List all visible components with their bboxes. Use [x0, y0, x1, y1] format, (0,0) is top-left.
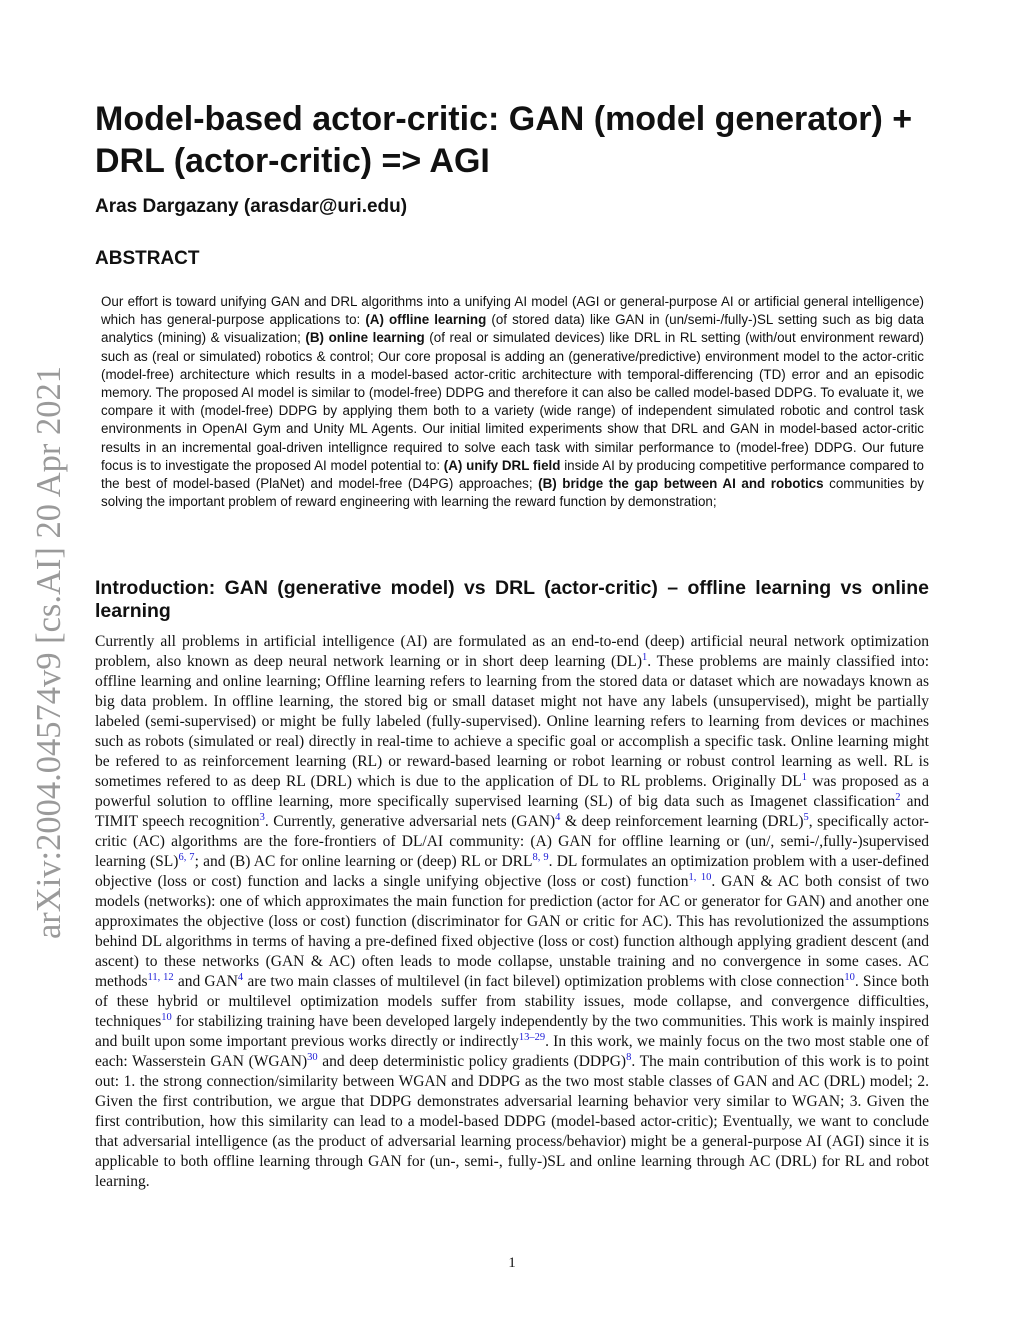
- page-number: 1: [508, 1255, 516, 1271]
- introduction-body: [95, 632, 929, 1192]
- paper-title: Model-based actor-critic: GAN (model generator) + DRL (actor-critic) => AGI: [95, 100, 913, 180]
- citation-link[interactable]: 8, 9: [532, 852, 549, 863]
- abstract-segment: (of stored data) like GAN in (un/semi-/fully-)SL setting such as big data analytics (mining) & visualization;: [101, 312, 924, 346]
- body-segment: . These problems are mainly classified into: offline learning and online learning; Offline learning refers to learning from the stored data or dataset which are nowadays known as big data problem. In offline learning, the stored big or small dataset might not have any labels (unsupervised), might be partially labeled (semi-supervised) or might be fully labeled (fully-supervised). Online learning refers to learning from devices or machines such as robots (simulated or real) directly in real-time to achieve a specific goal or accomplish a specific task. Online learning might be refered to as reinforcement learning (RL) or reward-based learning or robot learning or robust control learning as well. RL is sometimes refered to as deep RL (DRL) which is due to the application of DL to RL problems. Originally DL: [95, 653, 929, 790]
- body-segment: . Since both of these hybrid or multilevel optimization models suffer from stability issues, mode collapse, and convergence difficulties, techniques: [95, 973, 929, 1030]
- body-segment: and GAN: [173, 973, 238, 990]
- abstract-text: [101, 293, 924, 511]
- body-segment: . Currently, generative adversarial nets (GAN): [264, 813, 556, 830]
- citation-link[interactable]: 3: [259, 812, 265, 823]
- abstract-segment: Our effort is toward unifying GAN and DRL algorithms into a unifying AI model (AGI or general-purpose AI or artificial general intelligence) which has general-purpose applications to:: [101, 294, 924, 328]
- body-segment: . The main contribution of this work is to point out: 1. the strong connection/similarity between WGAN and DDPG as the two most stable classes of GAN and AC (DRL) model; 2. Given the first contribution, we argue that DDPG demonstrates adversarial learning behavior very similar to WGAN; 3. Given the first contribution, how this similarity can lead to a model-based DDPG (model-based actor-critic); Eventually, we want to conclude that adversarial intelligence (as the product of adversarial learning process/behavior) might be a general-purpose AI (AGI) since it is applicable to both offline learning through GAN for (un-, semi-, fully-)SL and online learning through AC (DRL) for RL and robot learning.: [95, 1053, 929, 1190]
- abstract-segment: communities by solving the important problem of reward engineering with learning the reward function by demonstration;: [101, 476, 925, 510]
- introduction-heading: Introduction: GAN (generative model) vs DRL (actor-critic) – offline learning vs online learning: [95, 577, 929, 622]
- body-segment: . GAN & AC both consist of two models (networks): one of which approximates the main function for prediction (actor for AC or generator for GAN) and another one approximates the objective (loss or cost) function (discriminator for GAN or critic for AC). This has revolutionized the assumptions behind DL algorithms in terms of having a pre-defined fixed objective (loss or cost) function although applying gradient descent (and ascent) to these networks (GAN & AC) often leads to mode collapse, unstable training and no convergence in some cases. AC methods: [95, 873, 930, 990]
- body-segment: for stabilizing training have been developed largely independently by the two communities. This work is mainly inspired and built upon some important previous works directly or indirectly: [95, 1013, 929, 1050]
- arxiv-watermark-text: arXiv:2004.04574v9 [cs.AI] 20 Apr 2021: [29, 365, 68, 940]
- citation-link[interactable]: 1, 10: [688, 872, 712, 883]
- citation-link[interactable]: 10: [161, 1012, 172, 1023]
- body-segment: & deep reinforcement learning (DRL): [560, 813, 804, 830]
- citation-link[interactable]: 11, 12: [147, 972, 174, 983]
- body-segment: ; and (B) AC for online learning or (deep) RL or DRL: [194, 853, 533, 870]
- citation-link[interactable]: 5: [803, 812, 809, 823]
- citation-link[interactable]: 1: [642, 652, 648, 663]
- citation-link[interactable]: 4: [237, 972, 244, 983]
- body-segment: and TIMIT speech recognition: [95, 793, 929, 830]
- citation-link[interactable]: 10: [844, 972, 855, 983]
- citation-link[interactable]: 13–29: [518, 1032, 546, 1043]
- body-segment: . DL formulates an optimization problem with a user-defined objective (loss or cost) function and lacks a single unifying objective (loss or cost) function: [95, 853, 930, 890]
- abstract-bold-online-learning: (B) online learning: [305, 330, 425, 346]
- abstract-bold-offline-learning: (A) offline learning: [365, 312, 487, 328]
- arxiv-watermark: [28, 365, 70, 940]
- citation-link[interactable]: 1: [801, 772, 807, 783]
- abstract-segment: (of real or simulated devices) like DRL in RL setting (with/out environment reward) such as (real or simulated) robotics & control; Our core proposal is adding an (generative/predictive) environment model to the actor-critic (model-free) architecture which results in a model-based actor-critic architecture with temporal-differencing (TD) error and an episodic memory. The proposed AI model is similar to (model-free) DDPG and therefore it can also be called model-based DDPG. To evaluate it, we compare it with (model-free) DDPG by applying them both to a variety (wide range) of independent simulated robotic and control task environments in OpenAI Gym and Unity ML Agents. Our initial limited experiments show that DRL and GAN in model-based actor-critic results in an incremental goal-driven intellignce required to solve each task with similar performance to (model-free) DDPG. Our future focus is to investigate the proposed AI model potential to:: [101, 330, 924, 473]
- body-segment: . In this work, we mainly focus on the two most stable one of each: Wasserstein GAN (WGAN): [95, 1033, 929, 1070]
- citation-link[interactable]: 30: [307, 1052, 318, 1063]
- body-segment: was proposed as a powerful solution to offline learning, more specifically supervised learning (SL) of big data such as Imagenet classification: [95, 773, 929, 810]
- body-segment: and deep deterministic policy gradients (DDPG): [317, 1053, 627, 1070]
- citation-link[interactable]: 6, 7: [178, 852, 195, 863]
- abstract-bold-bridge-gap: (B) bridge the gap between AI and robotics: [538, 476, 824, 492]
- citation-link[interactable]: 2: [895, 792, 901, 803]
- citation-link[interactable]: 4: [555, 812, 561, 823]
- abstract-segment: inside AI by producing competitive performance compared to the best of model-based (PlaNet) and model-free (D4PG) approaches;: [101, 457, 924, 492]
- abstract-bold-unify-drl: (A) unify DRL field: [443, 457, 561, 473]
- body-segment: , specifically actor-critic (AC) algorithms are the fore-frontiers of DL/AI community: (A) GAN for offline learning or (un/, semi-/,fully-)supervised learning (SL): [95, 813, 929, 870]
- body-segment: Currently all problems in artificial intelligence (AI) are formulated as an end-to-end (deep) artificial neural network optimization problem, also known as deep neural network learning or in short deep learning (DL): [95, 633, 929, 670]
- author-line: Aras Dargazany (arasdar@uri.edu): [95, 196, 408, 217]
- abstract-heading: ABSTRACT: [95, 248, 200, 269]
- citation-link[interactable]: 8: [626, 1052, 632, 1063]
- body-segment: are two main classes of multilevel (in fact bilevel) optimization problems with close connection: [243, 973, 845, 990]
